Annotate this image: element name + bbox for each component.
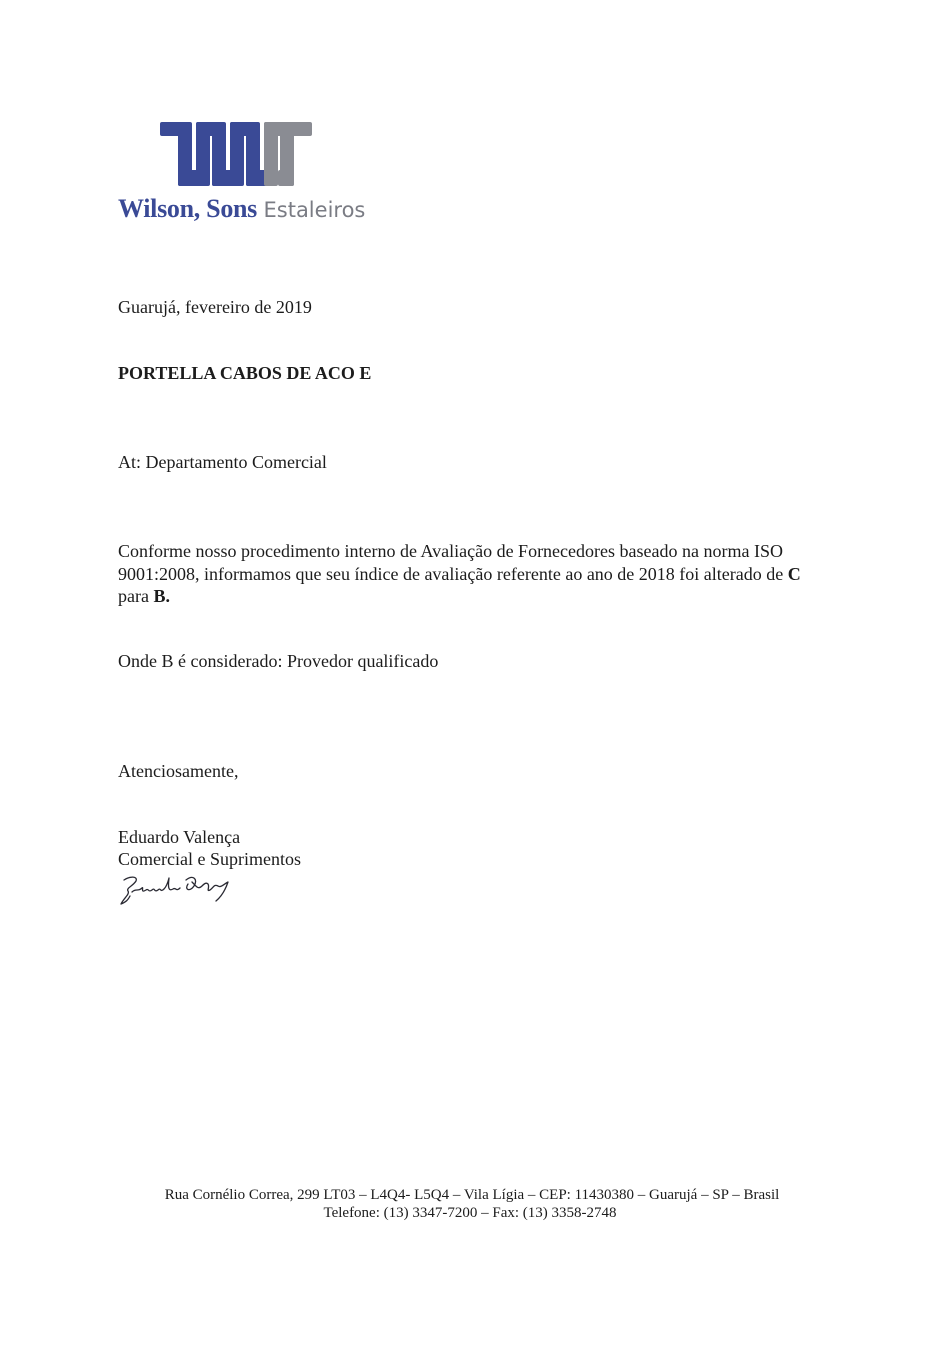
company-logo [118,118,388,228]
signer-role: Comercial e Suprimentos [118,849,301,869]
letter-recipient: PORTELLA CABOS DE ACO E [118,363,372,383]
footer-address: Rua Cornélio Correa, 299 LT03 – L4Q4- L5Q4 – Vila Lígia – CEP: 11430380 – Guarujá – SP – Brasil [164,1187,780,1203]
grade-from: C [787,563,801,584]
letter-note: Onde B é considerado: Provedor qualificado [118,651,439,671]
wave-logo-icon [160,118,315,186]
letter-attention: At: Departamento Comercial [118,452,327,472]
logo-company-name: Wilson, Sons [118,194,257,223]
letter-closing: Atenciosamente, [118,761,239,781]
grade-to: B. [153,586,170,606]
letter-date: Guarujá, fevereiro de 2019 [118,297,312,317]
handwritten-signature [118,868,243,910]
footer-phone: Telefone: (13) 3347-7200 – Fax: (13) 3358-2748 [323,1205,617,1221]
body-text-part1: Conforme nosso procedimento interno de Avaliação de Fornecedores baseado na norma ISO 9001:2008, informamos que seu índice de avaliação referente ao ano de 2018 foi alterado de [118,541,788,584]
signer-name: Eduardo Valença [118,827,241,847]
letter-body-paragraph [118,540,818,608]
logo-wordmark [118,194,365,225]
logo-company-division: Estaleiros [263,198,366,222]
body-text-part2: para [118,586,154,606]
